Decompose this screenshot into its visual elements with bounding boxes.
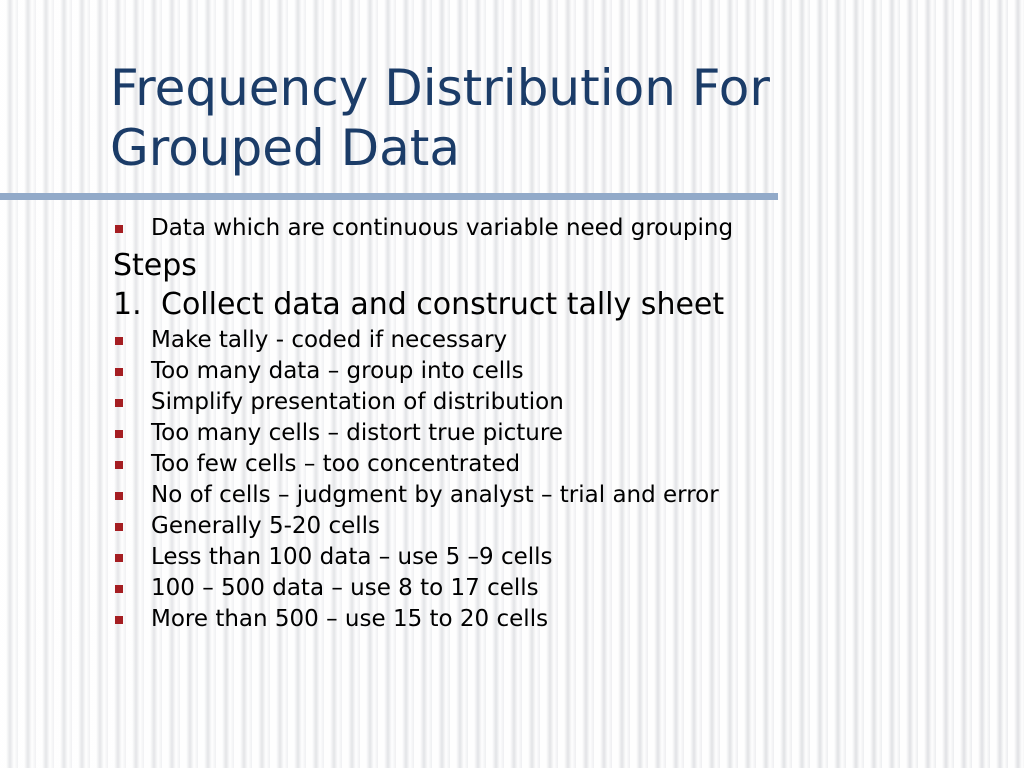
bullet-item [113, 449, 993, 480]
square-bullet-icon [115, 225, 123, 233]
bullet-text: Less than 100 data – use 5 –9 cells [151, 544, 553, 570]
bullet-text: Generally 5-20 cells [151, 513, 381, 539]
bullet-item [113, 604, 993, 635]
bullet-text: Too many cells – distort true picture [151, 420, 563, 446]
bullet-item [113, 511, 993, 542]
bullet-text: Data which are continuous variable need grouping [151, 215, 734, 241]
square-bullet-icon [115, 399, 123, 407]
square-bullet-icon [115, 368, 123, 376]
step-text: Collect data and construct tally sheet [161, 287, 725, 322]
bullet-text: No of cells – judgment by analyst – trial and error [151, 482, 719, 508]
bullet-item [113, 542, 993, 573]
steps-heading: Steps [113, 248, 197, 283]
bullet-item [113, 418, 993, 449]
slide-title [110, 58, 970, 178]
square-bullet-icon [115, 492, 123, 500]
bullet-text: 100 – 500 data – use 8 to 17 cells [151, 575, 539, 601]
step-1 [113, 285, 993, 325]
square-bullet-icon [115, 337, 123, 345]
bullet-text: Too many data – group into cells [151, 358, 524, 384]
bullet-item [113, 213, 993, 244]
square-bullet-icon [115, 616, 123, 624]
bullet-text: Make tally - coded if necessary [151, 327, 508, 353]
bullet-text: More than 500 – use 15 to 20 cells [151, 606, 549, 632]
bullet-item [113, 325, 993, 356]
bullet-text: Simplify presentation of distribution [151, 389, 564, 415]
square-bullet-icon [115, 554, 123, 562]
bullet-item [113, 573, 993, 604]
bullet-item [113, 356, 993, 387]
bullet-text: Too few cells – too concentrated [151, 451, 521, 477]
slide-title-line-2: Grouped Data [110, 119, 460, 177]
slide-content [113, 213, 993, 635]
bullet-item [113, 480, 993, 511]
step-number: 1. [113, 287, 142, 322]
title-divider [0, 193, 778, 200]
slide-title-line-1: Frequency Distribution For [110, 59, 770, 117]
bullet-item [113, 387, 993, 418]
square-bullet-icon [115, 461, 123, 469]
square-bullet-icon [115, 585, 123, 593]
square-bullet-icon [115, 523, 123, 531]
square-bullet-icon [115, 430, 123, 438]
